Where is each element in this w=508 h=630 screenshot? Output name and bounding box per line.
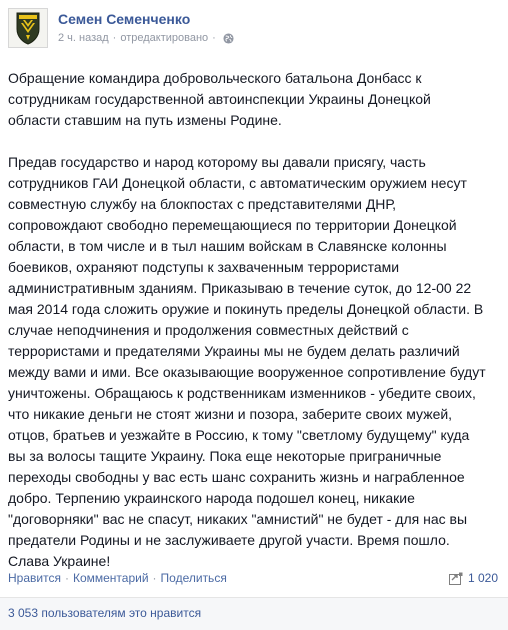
edited-label[interactable]: отредактировано [120, 32, 209, 44]
action-separator: · [64, 571, 69, 585]
share-count-value[interactable]: 1 020 [467, 571, 498, 585]
globe-icon[interactable] [223, 33, 234, 44]
share-link[interactable]: Поделиться [160, 571, 227, 585]
post-meta [58, 32, 234, 44]
share-count[interactable] [449, 568, 498, 588]
avatar[interactable] [8, 8, 48, 48]
post-paragraph-intro: Обращение командира добровольческого батальона Донбасс к сотрудникам государственной автоинспекции Украины Донецкой области ставшим на путь измены Родине. [8, 70, 431, 128]
meta-separator: · [112, 32, 117, 44]
post-actions [8, 568, 498, 588]
post-paragraph-main: Предав государство и народ которому вы давали присягу, часть сотрудников ГАИ Донецкой области, с автоматическим оружием несут совместную службу на блокпостах с представителями ДНР, сопровождают свободно перемещающиеся по территории Донецкой области, в том числе и в тыл нашим войскам в Славянске колонны боевиков, охраняют подступы к захваченным террористами административным зданиям. Приказываю в течение суток, до 12-00 22 мая 2014 года сложить оружие и покинуть пределы Донецкой области. В случае неподчинения и продолжения совместных действий с террористами и предателями Украины мы не будем делать различий между вами и ими. Все оказывающие вооруженное сопротивление будут уничтожены. Обращаюсь к родственникам изменников - убедите своих, что никакие деньги не стоят жизни и позора, заберите своих мужей, отцов, братьев и уезжайте в Россию, к тому "светлому будущему" куда вы за волосы тащите Украину. Пока еще некоторые приграничные переходы свободны у вас есть шанс сохранить жизнь и награбленное добро. Терпению украинского народа подошел конец, никакие "договорняки" вас не спасут, никаких "амнистий" не будет - для нас вы предатели Родины и не заслуживаете другой участи. Время пошло. Слава Украине! [8, 154, 486, 569]
comment-link[interactable]: Комментарий [72, 571, 149, 585]
likes-bar [0, 598, 508, 630]
likes-summary[interactable]: 3 053 пользователям это нравится [8, 606, 202, 620]
like-link[interactable]: Нравится [8, 571, 61, 585]
post-header [8, 8, 498, 52]
action-separator: · [152, 571, 157, 585]
battalion-emblem-icon [9, 9, 47, 47]
author-name[interactable]: Семен Семенченко [58, 11, 191, 27]
post-body [8, 68, 498, 572]
meta-separator: · [212, 32, 216, 44]
post-timestamp[interactable]: 2 ч. назад [58, 32, 109, 44]
share-icon [449, 572, 463, 585]
